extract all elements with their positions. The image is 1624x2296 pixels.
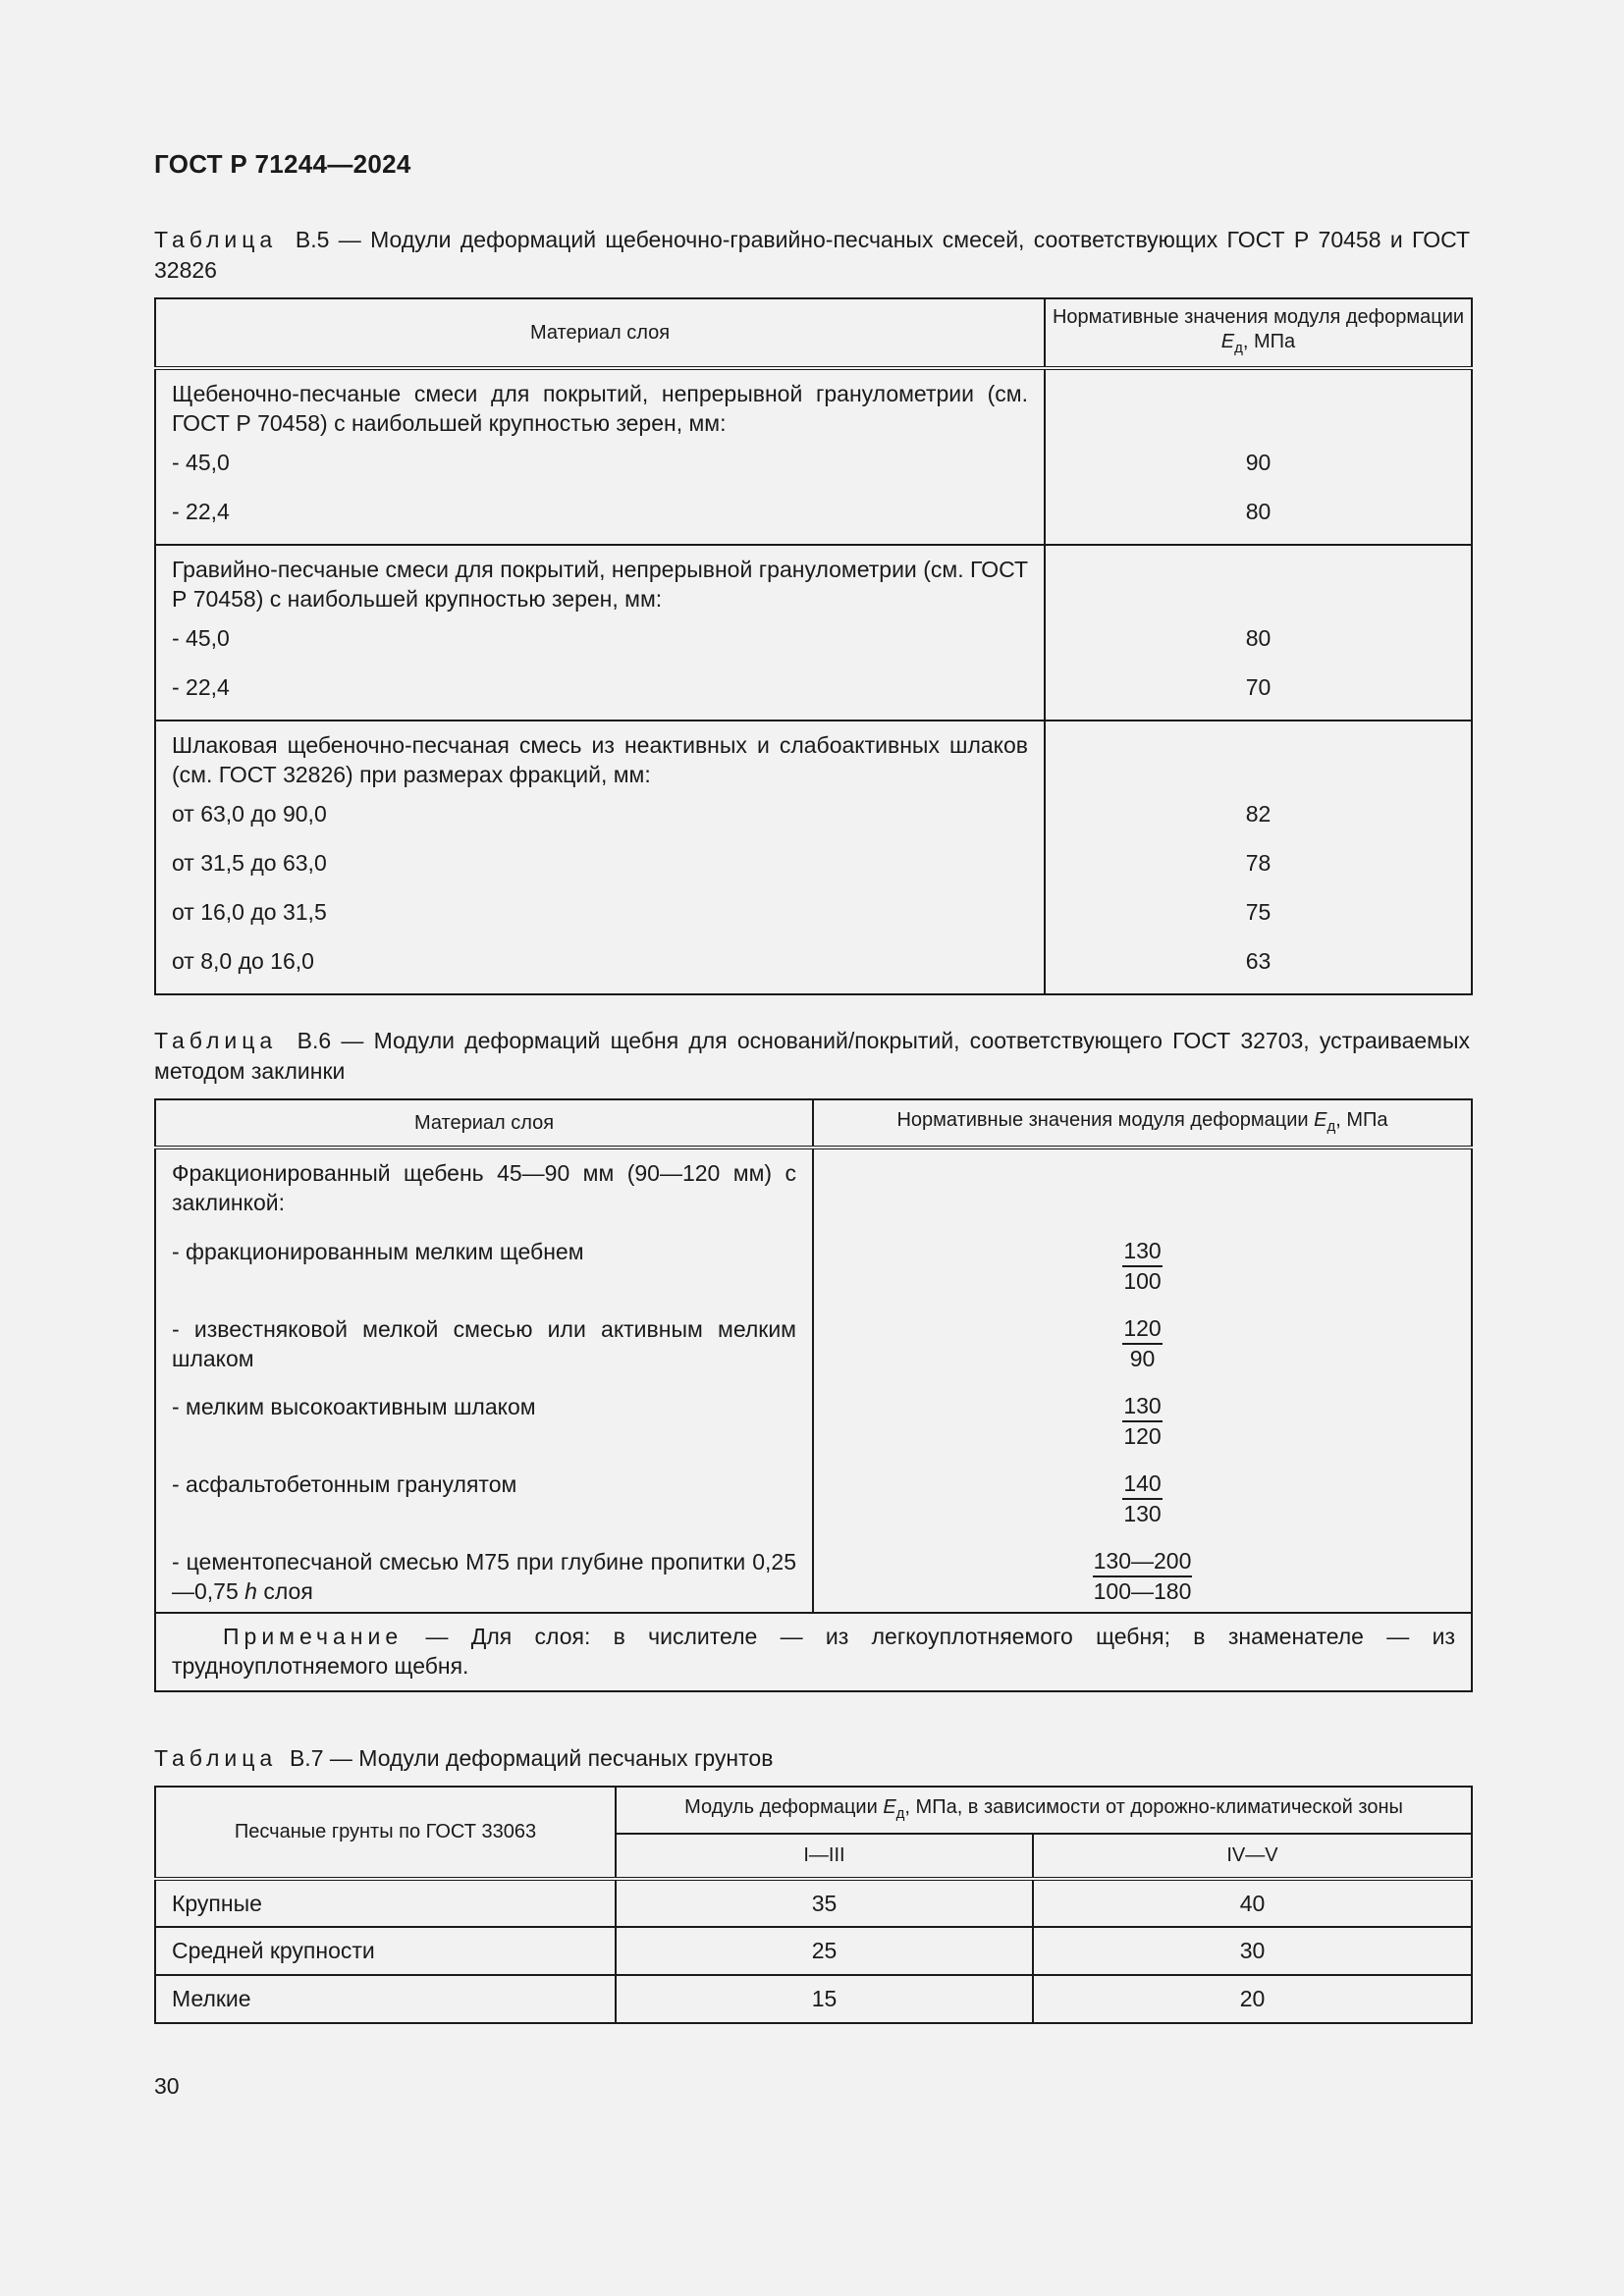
row-label: - 45,0 <box>172 625 230 651</box>
row-label: от 31,5 до 63,0 <box>172 850 327 876</box>
column-header-modulus <box>813 1099 1472 1148</box>
row-label: - мелким высокоактивным шлаком <box>172 1394 536 1419</box>
row-value: 80 <box>1245 625 1272 651</box>
denominator: 100—180 <box>1093 1578 1192 1604</box>
e-symbol: E <box>1220 331 1235 352</box>
value-zone-1: 35 <box>616 1879 1033 1927</box>
table-b5 <box>154 297 1473 995</box>
e-subscript: д <box>895 1804 905 1822</box>
row-label: от 8,0 до 16,0 <box>172 948 314 974</box>
header-text: Нормативные значения модуля деформации <box>1052 306 1465 328</box>
fraction <box>1122 1392 1162 1451</box>
group-cell <box>155 368 1045 545</box>
table-row <box>155 545 1472 721</box>
column-header-material: Материал слоя <box>155 298 1045 368</box>
material-cell <box>155 1148 813 1613</box>
header-text: Нормативные значения модуля деформации <box>896 1108 1309 1131</box>
denominator: 90 <box>1129 1346 1156 1371</box>
table-header-row <box>155 298 1472 368</box>
numerator: 120 <box>1122 1314 1162 1345</box>
row-label: - известняковой мелкой смесью или активным мелким шлаком <box>172 1316 796 1371</box>
row-label <box>172 1547 796 1606</box>
fraction <box>1122 1237 1162 1296</box>
e-symbol: E <box>883 1795 896 1818</box>
table-label: Таблица <box>154 1028 278 1053</box>
table-b7 <box>154 1786 1473 2024</box>
table-row <box>155 721 1472 994</box>
row-value: 82 <box>1245 801 1272 827</box>
column-header-soil: Песчаные грунты по ГОСТ 33063 <box>155 1787 616 1879</box>
row-value <box>830 1392 1455 1451</box>
value-zone-1: 25 <box>616 1927 1033 1975</box>
group-values <box>1045 368 1472 545</box>
e-subscript: д <box>1326 1117 1336 1135</box>
group-cell <box>155 545 1045 721</box>
value-zone-1: 15 <box>616 1975 1033 2023</box>
note-label: Примечание <box>223 1624 404 1649</box>
table-row <box>155 1927 1472 1975</box>
denominator: 130 <box>1123 1501 1162 1526</box>
document-header: ГОСТ Р 71244—2024 <box>154 149 411 179</box>
group-values <box>1045 545 1472 721</box>
e-subscript: д <box>1234 340 1243 356</box>
table-row <box>155 1148 1472 1613</box>
row-value: 80 <box>1245 499 1272 524</box>
row-value <box>830 1314 1455 1373</box>
group-title: Гравийно-песчаные смеси для покрытий, непрерывной гранулометрии (см. ГОСТ Р 70458) с наибольшей крупностью зерен, мм: <box>172 557 1028 612</box>
table-b6-caption <box>154 1026 1470 1087</box>
table-b5-caption <box>154 225 1470 286</box>
soil-label: Крупные <box>155 1879 616 1927</box>
row-label: - 22,4 <box>172 674 230 700</box>
group-values <box>1045 721 1472 994</box>
row-value <box>830 1237 1455 1296</box>
row-label: от 16,0 до 31,5 <box>172 899 327 925</box>
row-value: 90 <box>1245 450 1272 475</box>
caption-text: В.7 — Модули деформаций песчаных грунтов <box>289 1745 774 1771</box>
label-text: - цементопесчаной смесью М75 при глубине пропитки 0,25—0,75 <box>172 1549 796 1604</box>
column-header-modulus <box>1045 298 1472 368</box>
group-cell <box>155 721 1045 994</box>
denominator: 120 <box>1123 1423 1162 1449</box>
fraction <box>1122 1469 1162 1528</box>
row-label: - 45,0 <box>172 450 230 475</box>
note-row <box>155 1613 1472 1691</box>
label-text: слоя <box>263 1578 313 1604</box>
intro-text: Фракционированный щебень 45—90 мм (90—120 мм) с заклинкой: <box>172 1160 796 1215</box>
row-label: - асфальтобетонным гранулятом <box>172 1471 517 1497</box>
group-title: Щебеночно-песчаные смеси для покрытий, непрерывной гранулометрии (см. ГОСТ Р 70458) с наибольшей крупностью зерен, мм: <box>172 381 1028 436</box>
table-b6 <box>154 1098 1473 1692</box>
unit-text: , МПа <box>1335 1108 1388 1131</box>
page-number: 30 <box>154 2073 180 2099</box>
soil-label: Средней крупности <box>155 1927 616 1975</box>
header-text: Модуль деформации <box>684 1795 878 1818</box>
table-b7-caption <box>154 1743 1470 1774</box>
column-header-group <box>616 1787 1472 1834</box>
table-label: Таблица <box>154 227 278 252</box>
h-symbol: h <box>244 1578 257 1604</box>
fraction <box>1093 1547 1193 1606</box>
values-cell <box>813 1148 1472 1613</box>
denominator: 100 <box>1123 1268 1162 1294</box>
table-label: Таблица <box>154 1745 278 1771</box>
numerator: 130 <box>1122 1237 1162 1267</box>
fraction <box>1122 1314 1162 1373</box>
row-value: 75 <box>1245 899 1272 925</box>
soil-label: Мелкие <box>155 1975 616 2023</box>
table-header-row <box>155 1787 1472 1834</box>
note <box>172 1622 1455 1681</box>
row-value: 70 <box>1245 674 1272 700</box>
caption-text: В.6 — Модули деформаций щебня для оснований/покрытий, соответствующего ГОСТ 32703, устраиваемых методом заклинки <box>154 1028 1471 1084</box>
row-value <box>830 1547 1455 1606</box>
numerator: 130—200 <box>1093 1547 1193 1577</box>
note-cell <box>155 1613 1472 1691</box>
numerator: 130 <box>1122 1392 1162 1422</box>
column-header-zone-1: I—III <box>616 1834 1033 1879</box>
row-label: - фракционированным мелким щебнем <box>172 1239 584 1264</box>
e-symbol: E <box>1314 1108 1327 1131</box>
note-text: — Для слоя: в числителе — из легкоуплотняемого щебня; в знаменателе — из трудноуплотняемого щебня. <box>172 1624 1455 1679</box>
row-label: от 63,0 до 90,0 <box>172 801 327 827</box>
table-row <box>155 1975 1472 2023</box>
row-value: 63 <box>1245 948 1272 974</box>
value-zone-2: 30 <box>1033 1927 1472 1975</box>
group-title: Шлаковая щебеночно-песчаная смесь из неактивных и слабоактивных шлаков (см. ГОСТ 32826) при размерах фракций, мм: <box>172 732 1028 787</box>
unit-text: , МПа <box>1242 331 1296 352</box>
numerator: 140 <box>1122 1469 1162 1500</box>
table-row <box>155 1879 1472 1927</box>
value-zone-2: 40 <box>1033 1879 1472 1927</box>
header-text: , МПа, в зависимости от дорожно-климатической зоны <box>904 1795 1403 1818</box>
value-zone-2: 20 <box>1033 1975 1472 2023</box>
row-value <box>830 1469 1455 1528</box>
table-header-row <box>155 1099 1472 1148</box>
row-value: 78 <box>1245 850 1272 876</box>
column-header-zone-2: IV—V <box>1033 1834 1472 1879</box>
caption-text: В.5 — Модули деформаций щебеночно-гравийно-песчаных смесей, соответствующих ГОСТ Р 70458 и ГОСТ 32826 <box>154 227 1470 283</box>
column-header-material: Материал слоя <box>155 1099 813 1148</box>
table-row <box>155 368 1472 545</box>
row-label: - 22,4 <box>172 499 230 524</box>
